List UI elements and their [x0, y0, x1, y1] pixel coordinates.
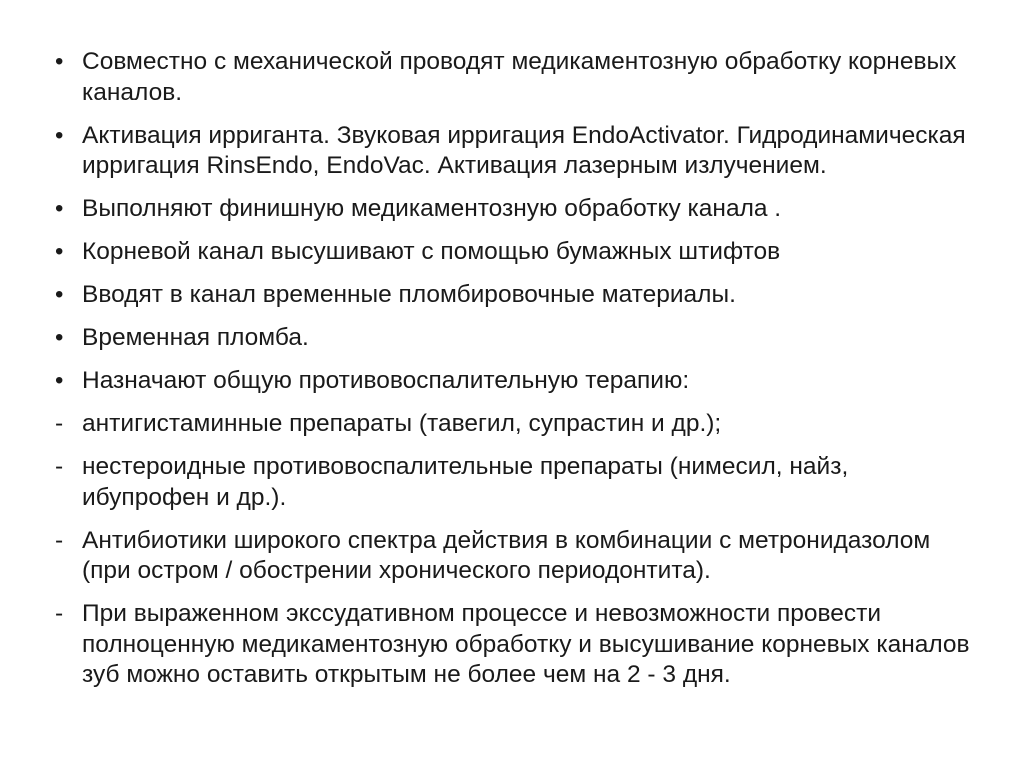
list-item	[55, 47, 975, 108]
bullet-marker: •	[55, 195, 64, 222]
bullet-marker: •	[55, 281, 64, 308]
list-item	[55, 409, 975, 440]
list-item	[55, 452, 975, 513]
list-item-text: Корневой канал высушивают с помощью бумажных штифтов	[82, 238, 781, 265]
list-item-text: Временная пломба.	[82, 324, 309, 351]
list-item-text: Антибиотики широкого спектра действия в комбинации с метронидазолом (при остром / обострении хронического периодонтита).	[82, 526, 931, 584]
bullet-list	[55, 47, 975, 703]
list-item-text: Активация ирриганта. Звуковая ирригация EndoActivator. Гидродинамическая ирригация RinsEndo, EndoVac. Активация лазерным излучением.	[82, 121, 966, 179]
list-item	[55, 599, 975, 691]
list-item	[55, 194, 975, 225]
bullet-marker: •	[55, 238, 64, 265]
bullet-marker: •	[55, 48, 64, 75]
list-item-text: Назначают общую противовоспалительную терапию:	[82, 367, 690, 394]
bullet-marker: •	[55, 367, 64, 394]
list-item	[55, 237, 975, 268]
list-item	[55, 323, 975, 354]
list-item-text: нестероидные противовоспалительные препараты (нимесил, найз, ибупрофен и др.).	[82, 453, 849, 511]
bullet-marker: •	[55, 324, 64, 351]
list-item-text: При выраженном экссудативном процессе и невозможности провести полноценную медикаментозную обработку и высушивание корневых каналов зуб можно оставить открытым не более чем на 2 - 3 дня.	[82, 600, 970, 688]
dash-marker: -	[55, 410, 64, 437]
list-item-text: Совместно с механической проводят медикаментозную обработку корневых каналов.	[82, 48, 957, 106]
list-item	[55, 526, 975, 587]
list-item-text: Вводят в канал временные пломбировочные материалы.	[82, 281, 736, 308]
dash-marker: -	[55, 526, 64, 554]
list-item	[55, 121, 975, 182]
list-item-text: Выполняют финишную медикаментозную обработку канала .	[82, 195, 782, 222]
bullet-marker: •	[55, 121, 64, 149]
dash-marker: -	[55, 600, 64, 627]
list-item-text: антигистаминные препараты (тавегил, супрастин и др.);	[82, 410, 722, 437]
list-item	[55, 366, 975, 397]
dash-marker: -	[55, 453, 64, 480]
list-item	[55, 280, 975, 311]
